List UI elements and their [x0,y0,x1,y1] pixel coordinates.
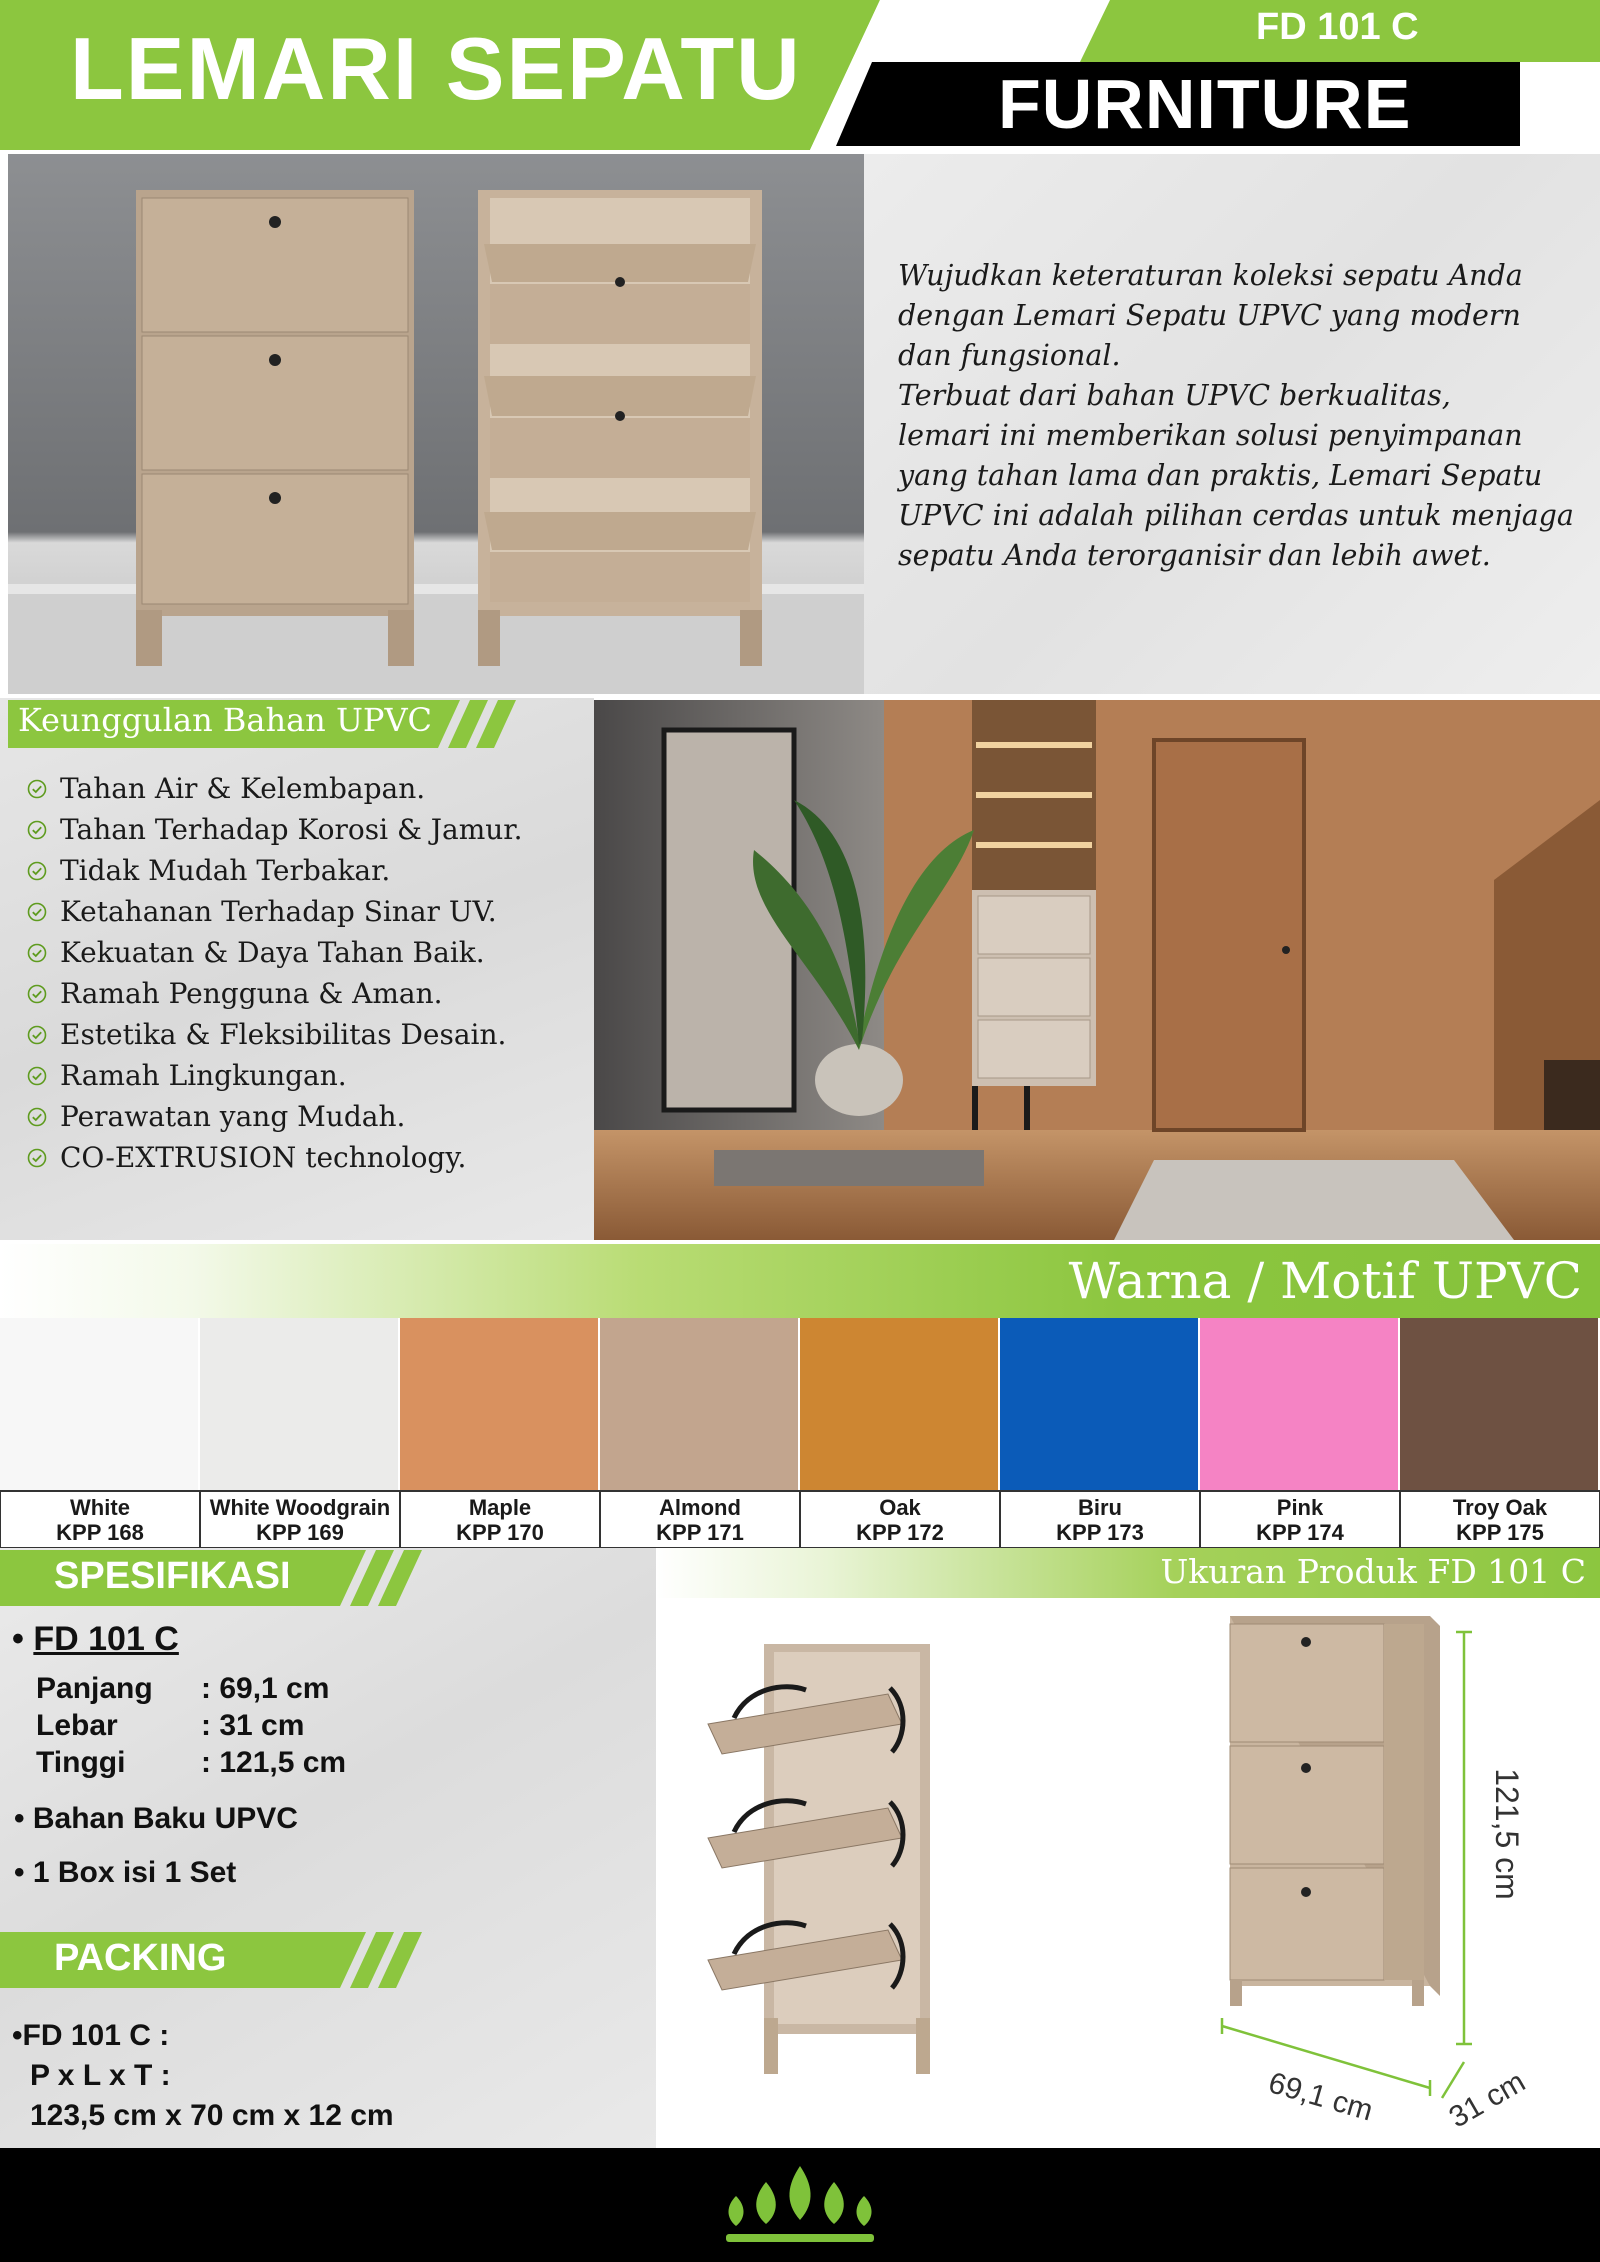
product-size-illustration [656,1548,1600,2148]
packing-formula: P x L x T : [30,2059,171,2092]
swatch-name: White [70,1495,130,1520]
swatch-code: KPP 168 [56,1520,144,1545]
product-size-area [656,1548,1600,2148]
dimension-label: Lebar [36,1709,118,1742]
check-circle-icon [26,901,48,923]
list-item [26,973,523,1014]
swatch-chip [600,1318,800,1490]
swatch-name: Troy Oak [1452,1495,1548,1520]
swatch-label [800,1490,1000,1548]
color-swatches [0,1318,1600,1548]
packing-model: FD 101 C : [22,2019,170,2052]
bullet: • [12,2019,23,2052]
swatch-code: KPP 170 [456,1520,544,1545]
color-swatch-biru [1000,1318,1200,1548]
check-circle-icon [26,1024,48,1046]
dimension-table [36,1672,346,1783]
shoe-cabinet-illustration [8,154,864,694]
room-interior-photo [594,700,1600,1240]
list-item [26,891,523,932]
swatch-name: Pink [1276,1495,1324,1520]
color-swatch-white-woodgrain [200,1318,400,1548]
model-code: FD 101 C [1256,6,1419,48]
hero-description [898,256,1578,576]
color-heading: Warna / Motif UPVC [1068,1252,1582,1310]
swatch-name: White Woodgrain [209,1495,391,1520]
swatch-label [400,1490,600,1548]
brand-logo-icon [716,2162,884,2254]
spec-box: 1 Box isi 1 Set [32,1856,237,1889]
swatch-code: KPP 174 [1256,1520,1344,1545]
color-swatch-white [0,1318,200,1548]
spec-heading: SPESIFIKASI [54,1555,291,1597]
check-circle-icon [26,860,48,882]
list-item [26,932,523,973]
description-line: dan fungsional. [898,339,1121,372]
check-circle-icon [26,942,48,964]
check-circle-icon [26,778,48,800]
width-dimension-label: 69,1 cm [1264,2066,1377,2128]
description-line: sepatu Anda terorganisir dan lebih awet. [898,539,1491,572]
spec-material-line [14,1802,298,1836]
advantage-text: Kekuatan & Daya Tahan Baik. [60,936,485,969]
advantage-text: Tahan Terhadap Korosi & Jamur. [60,813,523,846]
swatch-name: Almond [659,1495,741,1520]
swatch-code: KPP 169 [256,1520,344,1545]
category-label: FURNITURE [998,65,1412,143]
color-swatch-pink [1200,1318,1400,1548]
closed-cabinet-diagram [1230,1616,1440,2006]
swatch-label [1000,1490,1200,1548]
list-item [26,1137,523,1178]
closed-cabinet-image [136,190,414,666]
color-swatch-maple [400,1318,600,1548]
swatch-code: KPP 175 [1456,1520,1544,1545]
list-item [26,1055,523,1096]
description-line: Terbuat dari bahan UPVC berkualitas, [898,379,1451,412]
swatch-chip [800,1318,1000,1490]
dimension-row [36,1672,346,1709]
description-line: yang tahan lama dan praktis, Lemari Sepatu [898,459,1543,492]
swatch-name: Maple [468,1495,532,1520]
check-circle-icon [26,819,48,841]
bullet: • [14,1856,25,1889]
advantage-text: Perawatan yang Mudah. [60,1100,406,1133]
hero-product-photo [8,154,864,694]
dimension-value: : 69,1 cm [201,1672,330,1705]
list-item [26,1096,523,1137]
check-circle-icon [26,1106,48,1128]
packing-details [12,2016,394,2136]
color-swatch-almond [600,1318,800,1548]
swatch-chip [1400,1318,1600,1490]
description-line: dengan Lemari Sepatu UPVC yang modern [898,299,1521,332]
bullet: • [12,1620,24,1658]
depth-dimension-label: 31 cm [1443,2065,1531,2135]
swatch-code: KPP 172 [856,1520,944,1545]
swatch-chip [1000,1318,1200,1490]
description-line: UPVC ini adalah pilihan cerdas untuk menjaga [898,499,1574,532]
advantage-text: Tidak Mudah Terbakar. [60,854,391,887]
swatch-chip [200,1318,400,1490]
advantage-text: Ramah Pengguna & Aman. [60,977,443,1010]
dimension-label: Tinggi [36,1746,126,1779]
swatch-label [1400,1490,1600,1548]
advantage-text: Tahan Air & Kelembapan. [60,772,426,805]
advantages-list [26,768,523,1178]
check-circle-icon [26,1147,48,1169]
bullet: • [14,1802,25,1835]
advantage-text: Estetika & Fleksibilitas Desain. [60,1018,507,1051]
advantage-text: Ketahanan Terhadap Sinar UV. [60,895,497,928]
list-item [26,1014,523,1055]
packing-size: 123,5 cm x 70 cm x 12 cm [30,2099,394,2132]
swatch-chip [1200,1318,1400,1490]
description-line: lemari ini memberikan solusi penyimpanan [898,419,1523,452]
swatch-label [200,1490,400,1548]
list-item [26,850,523,891]
spec-model: FD 101 C [33,1620,179,1658]
swatch-label [600,1490,800,1548]
check-circle-icon [26,983,48,1005]
interior-scene-illustration [594,700,1600,1240]
spec-box-line [14,1856,236,1890]
page-title: LEMARI SEPATU [70,19,802,118]
open-cabinet-image [478,190,762,666]
packing-heading: PACKING [54,1937,227,1979]
dimension-value: : 121,5 cm [201,1746,347,1779]
advantages-heading: Keunggulan Bahan UPVC [18,701,433,739]
color-swatch-troy-oak [1400,1318,1600,1548]
open-cabinet-diagram [708,1644,930,2074]
swatch-code: KPP 171 [656,1520,744,1545]
swatch-label [1200,1490,1400,1548]
swatch-code: KPP 173 [1056,1520,1144,1545]
advantage-text: CO-EXTRUSION technology. [60,1141,467,1174]
dimension-row [36,1709,346,1746]
product-size-heading: Ukuran Produk FD 101 C [1160,1552,1586,1591]
spec-material: Bahan Baku UPVC [32,1802,298,1835]
swatch-name: Biru [1078,1495,1122,1520]
advantage-text: Ramah Lingkungan. [60,1059,347,1092]
spec-model-line [12,1620,179,1659]
list-item [26,768,523,809]
swatch-label [0,1490,200,1548]
list-item [26,809,523,850]
check-circle-icon [26,1065,48,1087]
swatch-chip [0,1318,200,1490]
description-line: Wujudkan keteraturan koleksi sepatu Anda [898,259,1523,292]
dimension-label: Panjang [36,1672,153,1705]
packing-model-line [12,2016,394,2056]
dimension-row [36,1746,346,1783]
color-swatch-oak [800,1318,1000,1548]
swatch-name: Oak [879,1495,921,1520]
height-dimension-label: 121,5 cm [1489,1768,1525,1900]
swatch-chip [400,1318,600,1490]
dimension-value: : 31 cm [201,1709,305,1742]
